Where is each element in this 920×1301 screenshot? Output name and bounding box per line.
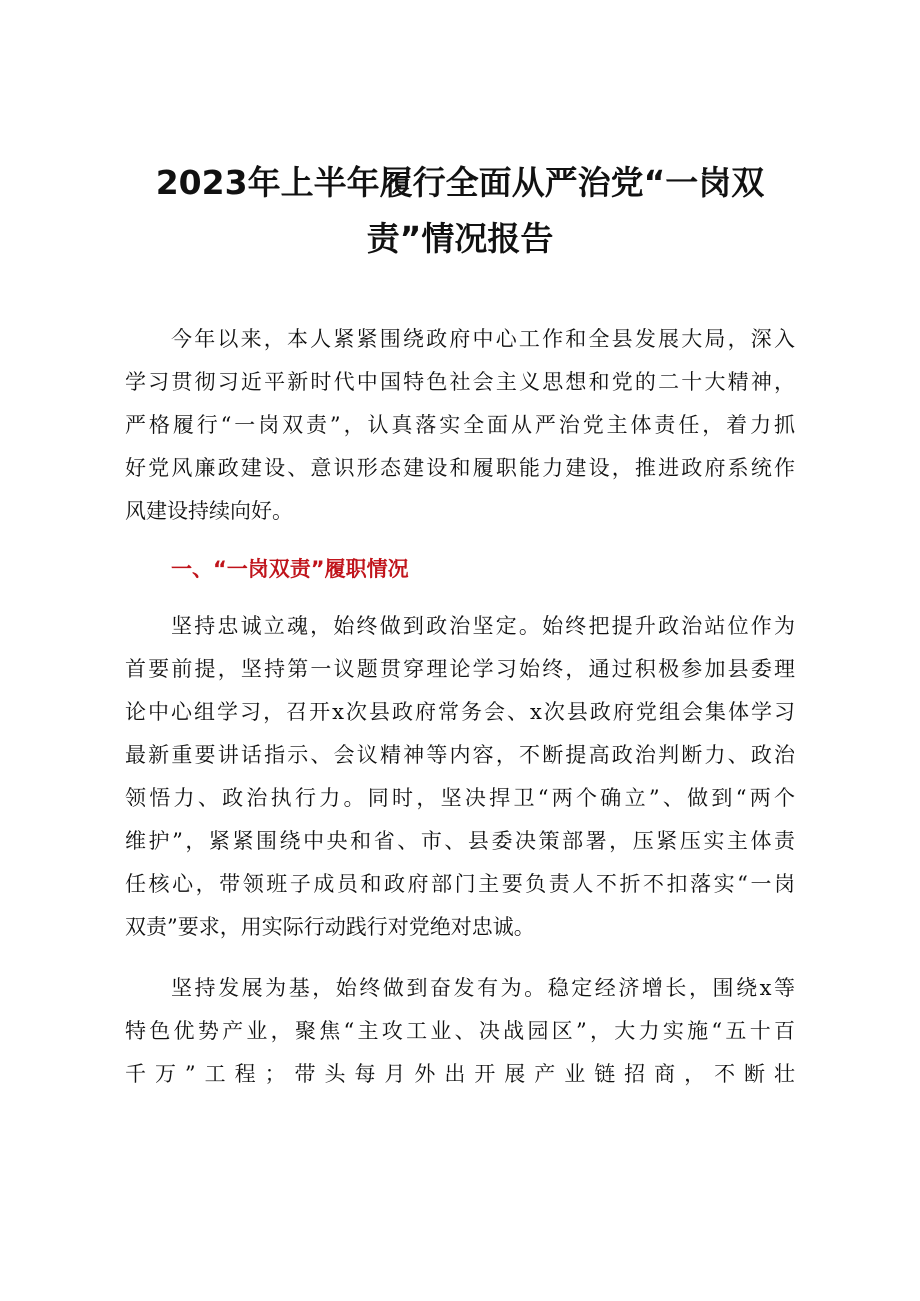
document-title-line-1: 2023年上半年履行全面从严治党“一岗双 (155, 163, 765, 202)
document-title-line-2: 责”情况报告 (366, 219, 554, 258)
paragraph-political-loyalty (125, 605, 795, 949)
paragraph-line: 好党风廉政建设、意识形态建设和履职能力建设，推进政府系统作 (125, 456, 795, 480)
paragraph-line: 特色优势产业，聚焦“主攻工业、决战园区”，大力实施“五十百 (125, 1019, 795, 1043)
section-heading: 一、“一岗双责”履职情况 (171, 557, 409, 581)
paragraph-line: 千万”工程；带头每月外出开展产业链招商，不断壮 (125, 1062, 795, 1086)
paragraph-line: 坚持忠诚立魂，始终做到政治坚定。始终把提升政治站位作为 (171, 614, 795, 638)
paragraph-line: 风建设持续向好。 (125, 499, 293, 523)
paragraph-line: 今年以来，本人紧紧围绕政府中心工作和全县发展大局，深入 (171, 327, 795, 351)
paragraph-line: 坚持发展为基，始终做到奋发有为。稳定经济增长，围绕x等 (171, 976, 795, 1000)
paragraph-line: 维护”，紧紧围绕中央和省、市、县委决策部署，压紧压实主体责 (125, 829, 795, 853)
paragraph-development (125, 967, 795, 1096)
paragraph-line: 任核心，带领班子成员和政府部门主要负责人不折不扣落实“一岗 (125, 872, 795, 896)
paragraph-line: 论中心组学习，召开x次县政府常务会、x次县政府党组会集体学习 (125, 700, 795, 724)
paragraph-line: 双责”要求，用实际行动践行对党绝对忠诚。 (125, 915, 535, 939)
paragraph-line: 最新重要讲话指示、会议精神等内容，不断提高政治判断力、政治 (125, 743, 795, 767)
paragraph-line: 学习贯彻习近平新时代中国特色社会主义思想和党的二十大精神， (125, 370, 795, 394)
paragraph-line: 领悟力、政治执行力。同时，坚决捍卫“两个确立”、做到“两个 (125, 786, 795, 810)
paragraph-line: 严格履行“一岗双责”，认真落实全面从严治党主体责任，着力抓 (125, 413, 795, 437)
intro-paragraph (125, 318, 795, 533)
paragraph-line: 首要前提，坚持第一议题贯穿理论学习始终，通过积极参加县委理 (125, 657, 795, 681)
